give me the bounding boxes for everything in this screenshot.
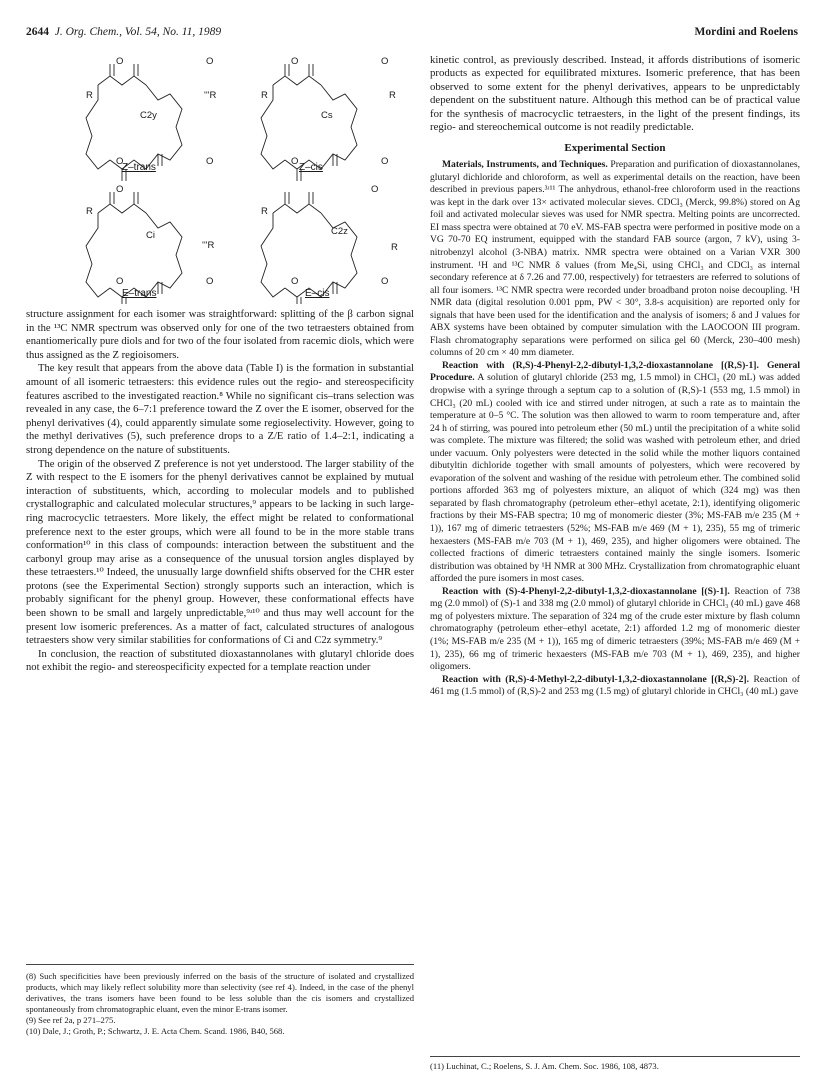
- reaction-paragraph: [430, 360, 800, 586]
- left-column: [26, 308, 414, 675]
- oxygen-atom: O: [291, 56, 299, 67]
- oxygen-atom: O: [381, 156, 389, 167]
- molecule-label-e-trans: E–trans: [122, 288, 157, 299]
- oxygen-atom: O: [116, 156, 124, 167]
- reaction-body: A solution of glutaryl chloride (253 mg, 1.5 mmol) in CHCl₃ (20 mL) was added dropwise with a syringe through a septum cap to a solution of (R,S)-1 (553 mg, 1.5 mmol) in CHCl₃ (20 mL) cooled with ice and stirred under nitrogen, at such a rate as to maintain the temperature at 0–5 °C. The solution was then allowed to warm to room temperature and, after 24 h of stirring, was poured into petroleum ether (50 mL) until the precipitation of a white solid was complete. The mixture was filtered; the solid was washed with petroleum ether, and dried under vacuum. Only polyesters were detected in the solid while the mother liquors contained dibutyltin dichloride together with small amounts of polyesters, which were recovered by evaporation of the solvent and washing of the residue with petroleum ether. The combined solid portions afforded 363 mg of polyesters mixture, an aliquot of which (324 mg) was then separated by flash chromatography (petroleum ether–ethyl acetate, 2:1), identifying oligomeric fractions by their MS-FAB spectra; 10 mg of monomeric diester (3%; MS-FAB m/e 235 (M + 1)), 167 mg of dimeric tetraesters (52%; MS-FAB m/e 469 (M + 1), 235), 55 mg of trimeric hexaesters (MS-FAB m/e 703 (M + 1), 469, 235), and higher oligomers were obtained. The collected fractions of dimeric tetraesters contained mainly the single isomers. Isomeric distribution was obtained by ¹H NMR at 300 MHz. Crystallization from chromatographic eluant afforded the pure isomers in most cases.: [430, 372, 800, 585]
- right-column: [430, 54, 800, 699]
- oxygen-atom: O: [371, 184, 379, 195]
- header-left: [26, 26, 221, 38]
- substituent-r: R: [86, 90, 93, 101]
- symmetry-label: Ci: [146, 230, 155, 241]
- molecule-e-cis-group: [255, 180, 405, 304]
- molecule-label-z-cis: Z–cis: [299, 162, 323, 173]
- footnote-8: (8) Such specificities have been previously inferred on the basis of the structure of isolated and crystallized products, which may likely reflect solubility more than selectivity (see ref 4). Indeed, in the case of the phenyl derivatives, the trans isomers have been found to be less soluble than the cis isomers and crystallized spontaneously from chromatographic eluant, even the minor E-trans isomer.: [26, 971, 414, 1014]
- substituent-r2: '''R: [202, 240, 215, 251]
- oxygen-atom: O: [206, 156, 214, 167]
- oxygen-atom: O: [291, 156, 299, 167]
- structures-figure: [80, 52, 410, 304]
- oxygen-atom: O: [206, 56, 214, 67]
- substituent-r2: R: [391, 242, 398, 253]
- footnote-10: (10) Dale, J.; Groth, P.; Schwartz, J. E. Acta Chem. Scand. 1986, B40, 568.: [26, 1026, 285, 1036]
- molecule-label-z-trans: Z–trans: [122, 162, 156, 173]
- substituent-r: R: [86, 206, 93, 217]
- symmetry-label: Cs: [321, 110, 333, 121]
- substituent-r: R: [261, 206, 268, 217]
- molecule-e-trans-group: [80, 180, 230, 304]
- section-heading: Experimental Section: [564, 141, 666, 154]
- reaction-paragraph: [430, 586, 800, 674]
- molecule-label-e-cis: E–cis: [305, 288, 330, 299]
- symmetry-label: C2z: [331, 226, 348, 237]
- paragraph: In conclusion, the reaction of substituted dioxastannolanes with glutaryl chloride does not exhibit the regio- and stereospecificity expected for a template reaction under: [26, 648, 414, 674]
- substituent-r2: '''R: [204, 90, 217, 101]
- oxygen-atom: O: [381, 56, 389, 67]
- molecule-z-trans-group: [80, 52, 230, 177]
- reaction-paragraph: [430, 674, 800, 699]
- running-header: [26, 26, 798, 44]
- materials-body: Preparation and purification of dioxastannolanes, glutaryl dichloride and chloroform, as well as experimental details on the reaction, have been described in previous papers.³ʴ¹¹ The anhydrous, ethanol-free chloroform used in the reactions was kept in the dark over 13× activated molecular sieves. CDCl₃ (Merck, 99.8%) stored on Ag foil and activated molecular sieves was used for NMR spectra. Melting points are uncorrected. EI mass spectra were obtained at 70 eV. MS-FAB spectra were performed in positive mode on a VG 70-70 EQ instrument, equipped with the standard FAB source (argon, 7 kV), using 3-nitrobenzyl alcohol (3-NBA) matrix. NMR spectra were obtained on a Varian VXR 300 instrument. ¹H and ¹³C NMR δ values (from Me₄Si, using CHCl₃ and CDCl₃ as internal secondary reference at δ 7.26 and 77.00, respectively) for tetraesters are referred to solutions of all four isomers. ¹³C NMR spectra were recorded under broadband proton noise decoupling. ¹H NMR data (digital resolution 0.001 ppm, PW < 30°, 3.8-s acquisition) are reported only for signals that have been used for the identification and the analysis of isomers; δ and J values for ABX systems have been obtained by computer simulation with the LAOCOON III program. Flash chromatography separations were performed on silica gel 60 (Merck, 230–400 mesh) columns of 20 cm × 40 mm diameter.: [430, 159, 801, 359]
- reaction-heading: Reaction with (R,S)-4-Methyl-2,2-dibutyl-1,3,2-dioxastannolane [(R,S)-2].: [442, 673, 749, 685]
- paragraph: The key result that appears from the above data (Table I) is the formation in substantial amount of all isomeric tetraesters: this evidence rules out the regio- and stereospecificity features ascribed to the investigated reaction.⁸ While no significant cis–trans selection was revealed in any case, the 6–7:1 preference toward the Z over the E isomer, observed for the phenyl derivatives (4), could apparently simulate some regioselectivity. However, going to the methyl derivatives (5), such preference drops to a Z/E ratio of 1.4–2:1, indicating a strong dependence on the nature of substituents.: [26, 363, 414, 456]
- materials-heading: Materials, Instruments, and Techniques.: [442, 159, 608, 171]
- oxygen-atom: O: [116, 184, 124, 195]
- substituent-r: R: [261, 90, 268, 101]
- footnote-11: (11) Luchinat, C.; Roelens, S. J. Am. Chem. Soc. 1986, 108, 4873.: [430, 1056, 800, 1072]
- experimental-text: [430, 159, 800, 699]
- reaction-body: Reaction of 461 mg (1.5 mmol) of (R,S)-2 and 253 mg (1.5 mg) of glutaryl chloride in CHCl₃ (40 mL) gave: [430, 673, 800, 698]
- oxygen-atom: O: [291, 276, 299, 287]
- paragraph: kinetic control, as previously described. Instead, it affords distributions of isomeric products as expected for equilibrated mixtures. Isomeric preference, that has been observed to some extent for the phenyl derivatives, appears to be unpredictably dependent on the substituent nature. Although this method can be of practical value for the synthesis of macrocyclic tetraesters, in the light of the present findings, its regio- and stereochemical outcome is not readily predictable.: [430, 54, 800, 134]
- molecule-z-cis-group: [255, 52, 405, 177]
- reaction-heading: Reaction with (S)-4-Phenyl-2,2-dibutyl-1,3,2-dioxastannolane [(S)-1].: [442, 585, 730, 597]
- symmetry-label: C2y: [140, 110, 157, 121]
- oxygen-atom: O: [116, 56, 124, 67]
- footnote-9: (9) See ref 2a, p 271–275.: [26, 1015, 116, 1025]
- oxygen-atom: O: [381, 276, 389, 287]
- reaction-heading: Reaction with (R,S)-4-Phenyl-2,2-dibutyl-1,3,2-dioxastannolane [(R,S)-1]. General Procedure.: [430, 359, 800, 384]
- footnotes-left: [26, 964, 414, 1037]
- journal-citation: J. Org. Chem., Vol. 54, No. 11, 1989: [54, 26, 222, 38]
- substituent-r2: R: [389, 90, 396, 101]
- page-number: 2644: [26, 26, 49, 38]
- materials-paragraph: [430, 159, 800, 360]
- paragraph: structure assignment for each isomer was straightforward: splitting of the β carbon signal in the ¹³C NMR spectrum was observed only for one of the two tetraesters obtained from enantiomerically pure diols and for two of the four isolated from racemic diols, which were thus assigned as the Z regioisomers.: [26, 309, 414, 361]
- reaction-body: Reaction of 738 mg (2.0 mmol) of (S)-1 and 338 mg (2.0 mmol) of glutaryl chloride in CHCl₃ (40 mL) gave 468 mg of polyesters mixture. The separation of 324 mg of the crude ester mixture by flash column chromatography (petroleum ether–ethyl acetate, 2:1) afforded 1.2 mg of monomeric diester (1%; MS-FAB m/e 235 (M + 1)), 165 mg of dimeric tetraesters (39%; MS-FAB m/e 469 (M + 1), 235), 66 mg of trimeric hexaesters (MS-FAB m/e 703 (M + 1), 469, 235), and higher oligomers.: [430, 585, 800, 673]
- oxygen-atom: O: [206, 276, 214, 287]
- paragraph: The origin of the observed Z preference is not yet understood. The larger stability of the Z with respect to the E isomers for the phenyl derivatives cannot be explained by mutual interaction of substituents, which, according to molecular models and to published crystallographic and calculated molecular structures,⁹ appears to be lacking in such large-ring macrocyclic tetraesters. More likely, the effect might be related to conformational preference next to the ester groups, which were all found to be in the more stable trans conformation¹⁰ in this class of compounds: interaction between the substituent and the carbonyl group may arise as a consequence of the unusual torsion angles displayed by these tetraesters.¹⁰ Indeed, the unusually large downfield shifts observed for the CHR ester protons (see the Experimental Section) strongly supports such an interaction, which is probably significant for the phenyl group. However, these conformational effects have been shown to be small and largely unpredictable,⁹ʴ¹⁰ and thus may well account for the present low isomeric preferences. As a matter of fact, calculated structures of analogous tetraesters show very similar stabilities for conformations of Ci and C2z symmetry.⁹: [26, 458, 414, 647]
- header-authors: Mordini and Roelens: [694, 26, 798, 38]
- oxygen-atom: O: [116, 276, 124, 287]
